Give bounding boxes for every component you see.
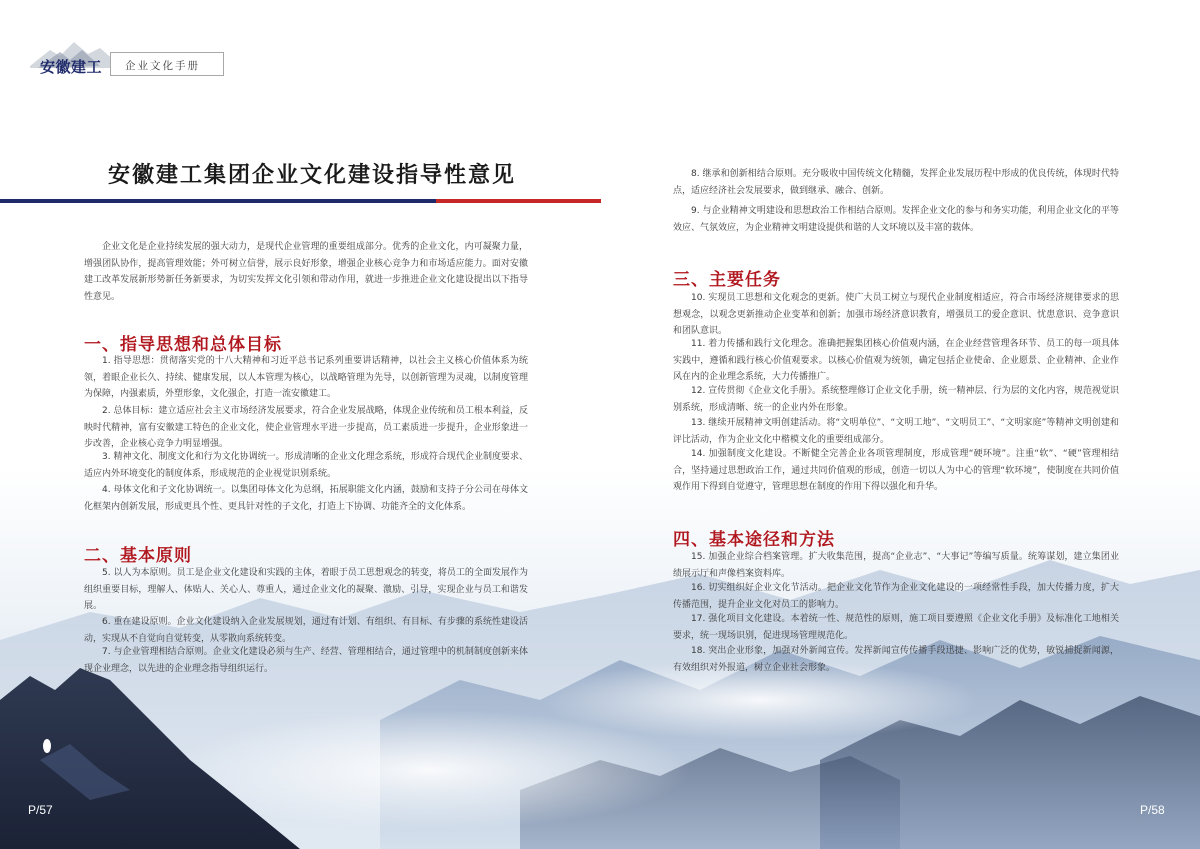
paragraph-18: 18. 突出企业形象，加强对外新闻宣传。发挥新闻宣传传播手段迅捷、影响广泛的优势，敏锐捕捉新闻源，有效组织对外报道，树立企业社会形象。 [673, 646, 1119, 673]
paragraph-16: 16. 切实组织好企业文化节活动。把企业文化节作为企业文化建设的一项经常性手段，加大传播力度，扩大传播范围，提升企业文化对员工的影响力。 [673, 583, 1119, 610]
paragraph-12: 12. 宣传贯彻《企业文化手册》。系统整理修订企业文化手册，统一精神层、行为层的文化内容，规范视觉识别系统，形成清晰、统一的企业内外在形象。 [673, 386, 1119, 413]
paragraph-15: 15. 加强企业综合档案管理。扩大收集范围，提高“企业志”、“大事记”等编写质量。统筹谋划，建立集团业绩展示厅和声像档案资料库。 [673, 552, 1119, 579]
document-title: 安徽建工集团企业文化建设指导性意见 [108, 162, 517, 188]
paragraph-9: 9. 与企业精神文明建设和思想政治工作相结合原则。发挥企业文化的参与和务实功能，利用企业文化的平等效应、气氛效应，为企业精神文明建设提供和谐的人文环境以及丰富的载体。 [673, 206, 1119, 233]
section-heading-3: 三、主要任务 [673, 270, 781, 290]
paragraph-13: 13. 继续开展精神文明创建活动。将“文明单位”、“文明工地”、“文明员工”、“文明家庭”等精神文明创建和评比活动，作为企业文化中楷模文化的重要组成部分。 [673, 418, 1119, 445]
paragraph-2: 2. 总体目标：建立适应社会主义市场经济发展要求，符合企业发展战略，体现企业传统和员工根本利益，反映时代精神，富有安徽建工特色的企业文化，使企业管理水平进一步提高，员工素质进一步提升，企业形象进一步改善，企业核心竞争力明显增强。 [84, 406, 528, 450]
paragraph-17: 17. 强化项目文化建设。本着统一性、规范性的原则，施工项目要遵照《企业文化手册》及标准化工地相关要求，统一现场识别，促进现场管理规范化。 [673, 614, 1119, 641]
page-number-right: P/58 [1140, 803, 1165, 817]
handbook-tag-text: 企业文化手册 [125, 60, 200, 72]
title-rule-red [436, 199, 601, 203]
paragraph-7: 7. 与企业管理相结合原则。企业文化建设必须与生产、经营、管理相结合，通过管理中的机制制度创新来体现企业理念，以先进的企业理念指导组织运行。 [84, 647, 528, 674]
paragraph-3: 3. 精神文化、制度文化和行为文化协调统一。形成清晰的企业文化理念系统，形成符合现代企业制度要求、适应内外环境变化的制度体系，形成规范的企业视觉识别系统。 [84, 452, 528, 479]
paragraph-4: 4. 母体文化和子文化协调统一。以集团母体文化为总纲，拓展职能文化内涵，鼓励和支持子分公司在母体文化框架内创新发展，形成更具个性、更具针对性的子文化，打造上下协调、功能齐全的文化体系。 [84, 485, 528, 512]
section-heading-4: 四、基本途径和方法 [673, 530, 835, 550]
section-heading-1: 一、指导思想和总体目标 [84, 335, 282, 355]
handbook-tag [110, 52, 224, 76]
title-rule-blue [0, 199, 436, 203]
paragraph-14: 14. 加强制度文化建设。不断健全完善企业各项管理制度，形成管理“硬环境”。注重“软”、“硬”管理相结合，坚持通过思想政治工作，通过共同价值观的形成，创造一切以人为中心的管理“软环境”，使制度在共同价值观作用下得到自觉遵守，管理思想在制度的作用下得以强化和升华。 [673, 449, 1119, 493]
intro-paragraph: 企业文化是企业持续发展的强大动力，是现代企业管理的重要组成部分。优秀的企业文化，内可凝聚力量，增强团队协作，提高管理效能；外可树立信誉，展示良好形象，增强企业核心竞争力和市场适应能力。面对安徽建工改革发展新形势新任务新要求，为切实发挥文化引领和带动作用，就进一步推进企业文化建设提出以下指导性意见。 [84, 242, 528, 302]
page-number-left: P/57 [28, 803, 53, 817]
logo-text: 安徽建工 [40, 58, 103, 76]
paragraph-8: 8. 继承和创新相结合原则。充分吸收中国传统文化精髓，发挥企业发展历程中形成的优良传统，体现时代特点，适应经济社会发展要求，做到继承、融合、创新。 [673, 169, 1119, 196]
paragraph-5: 5. 以人为本原则。员工是企业文化建设和实践的主体，着眼于员工思想观念的转变，将员工的全面发展作为组织重要目标，理解人、体贴人、关心人、尊重人，通过企业文化的凝聚、激励、引导，实现企业与员工和谐发展。 [84, 568, 528, 612]
paragraph-11: 11. 着力传播和践行文化理念。准确把握集团核心价值观内涵，在企业经营管理各环节、员工的每一项具体实践中，遵循和践行核心价值观要求。以核心价值观为统领，确定包括企业使命、企业愿景、企业精神、企业作风在内的企业理念系统，大力传播推广。 [673, 339, 1119, 383]
section-heading-2: 二、基本原则 [84, 546, 192, 566]
paragraph-6: 6. 重在建设原则。企业文化建设纳入企业发展规划，通过有计划、有组织、有目标、有步骤的系统性建设活动，实现从不自觉向自觉转变，从零散向系统转变。 [84, 617, 528, 644]
paragraph-1: 1. 指导思想：贯彻落实党的十八大精神和习近平总书记系列重要讲话精神，以社会主义核心价值体系为统领，着眼企业长久、持续、健康发展，以人本管理为核心，以战略管理为先导，以创新管理为灵魂，以制度管理为保障，内强素质，外塑形象，文化强企，打造一流安徽建工。 [84, 356, 528, 400]
paragraph-10: 10. 实现员工思想和文化观念的更新。使广大员工树立与现代企业制度相适应，符合市场经济规律要求的思想观念，以观念更新推动企业变革和创新；加强市场经济意识教育，增强员工的爱企意识、忧患意识、竞争意识和团队意识。 [673, 293, 1119, 337]
